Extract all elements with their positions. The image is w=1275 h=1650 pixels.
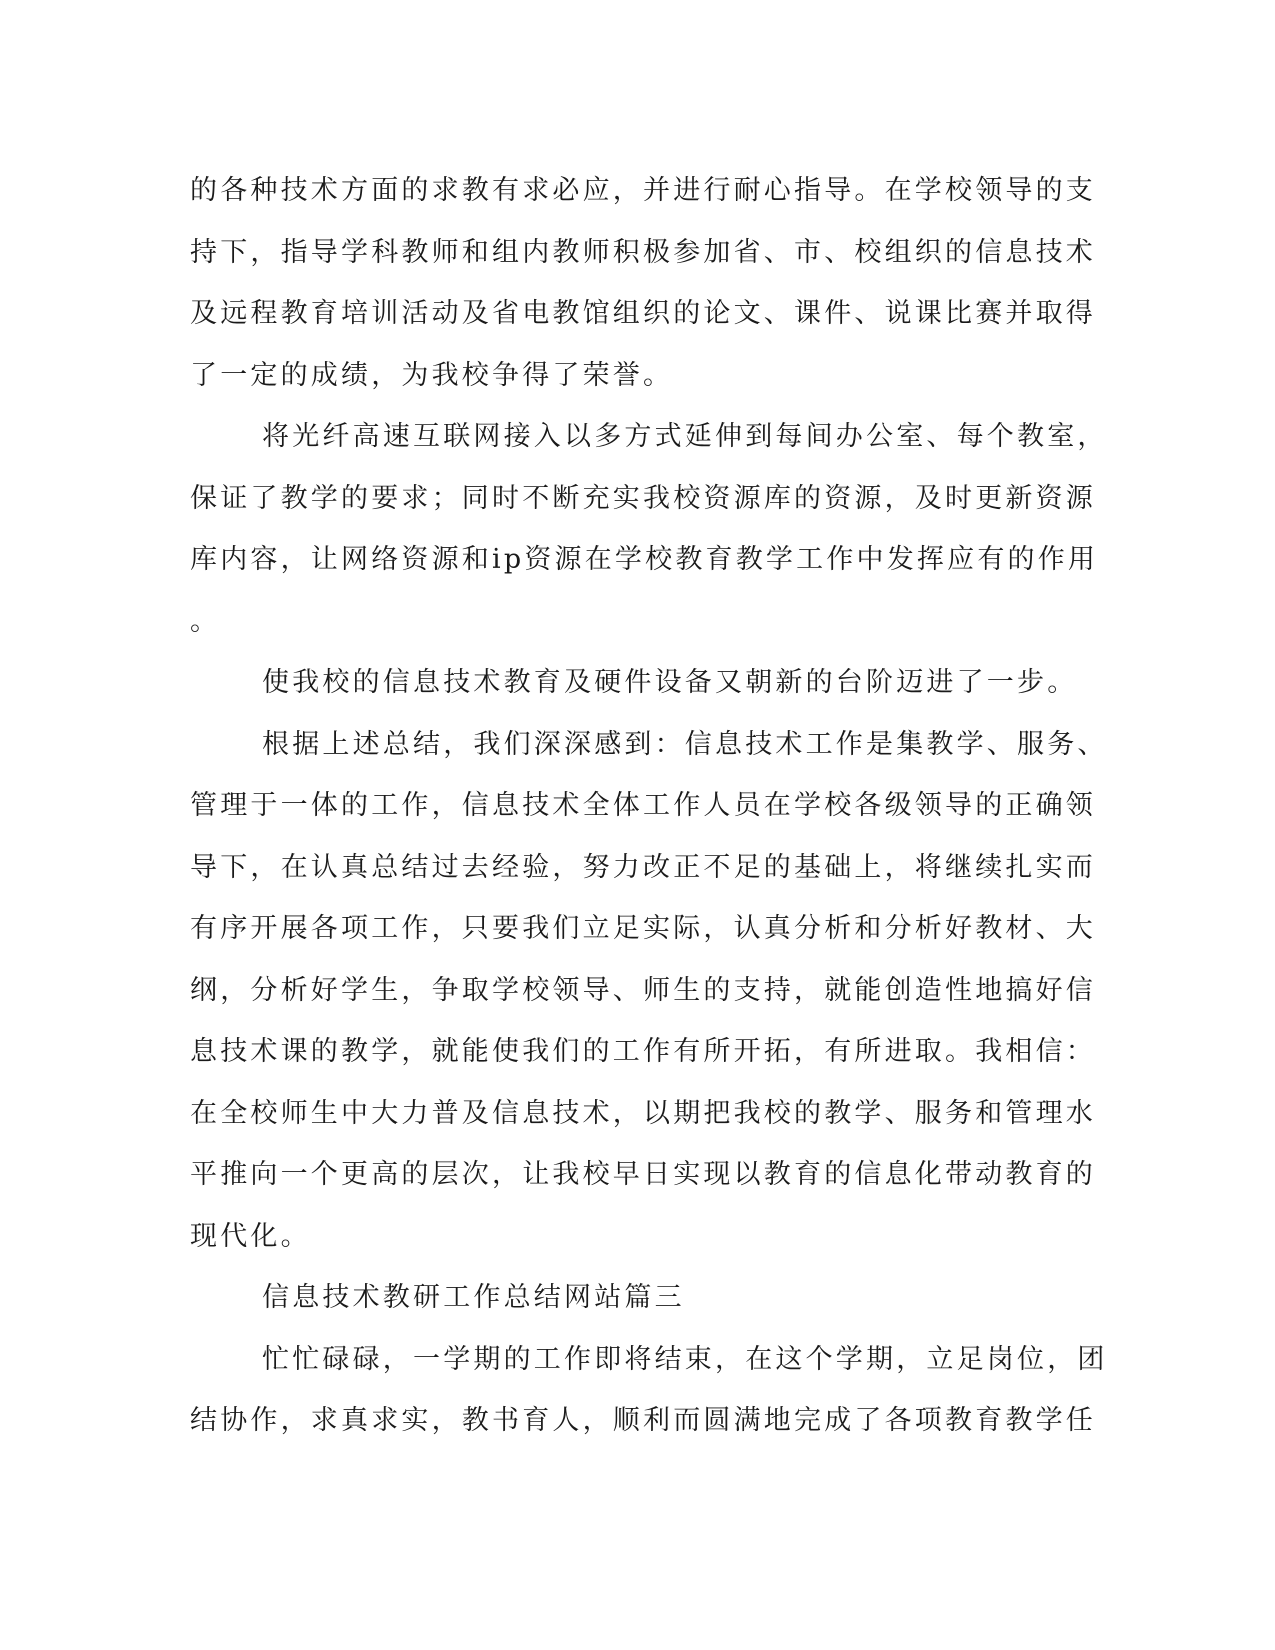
text-line: 保证了教学的要求；同时不断充实我校资源库的资源，及时更新资源	[190, 482, 1096, 514]
paragraph-2	[190, 406, 1108, 652]
text-line: 息技术课的教学，就能使我们的工作有所开拓，有所进取。我相信：	[190, 1036, 1096, 1067]
text-line: 在全校师生中大力普及信息技术，以期把我校的教学、服务和管理水	[190, 1097, 1096, 1129]
text-line: 现代化。	[190, 1220, 311, 1252]
text-line: 。	[190, 605, 221, 637]
text-line: 及远程教育培训活动及省电教馆组织的论文、课件、说课比赛并取得	[190, 298, 1096, 329]
text-line: 有序开展各项工作，只要我们立足实际，认真分析和分析好教材、大	[190, 913, 1096, 944]
text-line: 将光纤高速互联网接入以多方式延伸到每间办公室、每个教室，	[262, 421, 1108, 452]
text-line: 持下，指导学科教师和组内教师积极参加省、市、校组织的信息技术	[190, 236, 1096, 268]
text-line: 忙忙碌碌，一学期的工作即将结束，在这个学期，立足岗位，团	[262, 1343, 1108, 1375]
paragraph-3	[190, 652, 1078, 714]
section-heading	[190, 1267, 1070, 1329]
text-line: 了一定的成绩，为我校争得了荣誉。	[190, 359, 674, 391]
text-line: 导下，在认真总结过去经验，努力改正不足的基础上，将继续扎实而	[190, 851, 1096, 883]
text-line: 管理于一体的工作，信息技术全体工作人员在学校各级领导的正确领	[190, 790, 1096, 821]
text-line: 使我校的信息技术教育及硬件设备又朝新的台阶迈进了一步。	[262, 667, 1078, 698]
paragraph-5	[190, 1329, 1108, 1452]
paragraph-4	[190, 714, 1108, 1268]
document-body	[190, 160, 1108, 1452]
text-line: 的各种技术方面的求教有求必应，并进行耐心指导。在学校领导的支	[190, 175, 1096, 206]
paragraph-1	[190, 160, 1096, 406]
heading-text: 信息技术教研工作总结网站篇三	[262, 1282, 685, 1313]
text-line: 纲，分析好学生，争取学校领导、师生的支持，就能创造性地搞好信	[190, 974, 1096, 1006]
text-line: 平推向一个更高的层次，让我校早日实现以教育的信息化带动教育的	[190, 1159, 1096, 1190]
text-line: 根据上述总结，我们深深感到：信息技术工作是集教学、服务、	[262, 728, 1108, 760]
text-line: 库内容，让网络资源和ip资源在学校教育教学工作中发挥应有的作用	[190, 544, 1099, 575]
text-line: 结协作，求真求实，教书育人，顺利而圆满地完成了各项教育教学任	[190, 1405, 1096, 1436]
